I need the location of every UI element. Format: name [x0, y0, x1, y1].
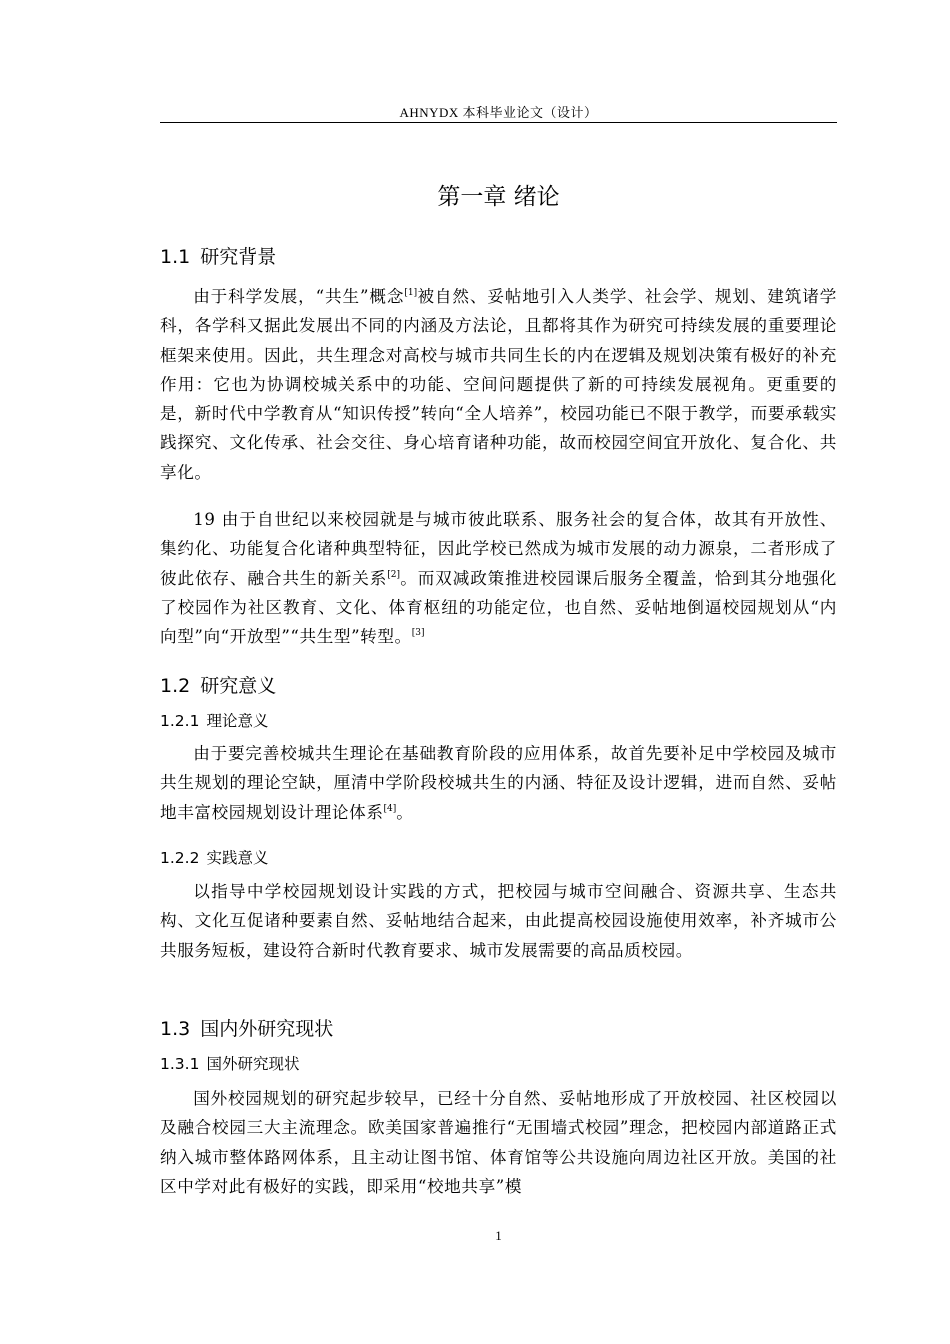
paragraph-research-background-2 [160, 505, 837, 651]
paragraph-text: 以指导中学校园规划设计实践的方式，把校园与城市空间融合、资源共享、生态共构、文化互促诸种要素自然、妥帖地结合起来，由此提高校园设施使用效率，补齐城市公共服务短板，建设符合新时代教育要求、城市发展需要的高品质校园。 [160, 882, 837, 960]
paragraph-text: 由于科学发展，“共生”概念 [193, 287, 405, 306]
paragraph-theoretical-significance [160, 739, 837, 827]
subsection-heading-1-2-2 [160, 846, 268, 868]
subsection-title: 国外研究现状 [206, 1055, 300, 1073]
paragraph-text: 被自然、妥帖地引入人类学、社会学、规划、建筑诸学科，各学科又据此发展出不同的内涵及方法论，且都将其作为研究可持续发展的重要理论框架来使用。因此，共生理念对高校与城市共同生长的内在逻辑及规划决策有极好的补充作用：它也为协调校城关系中的功能、空间问题提供了新的可持续发展视角。更重要的是，新时代中学教育从“知识传授”转向“全人培养”，校园功能已不限于教学，而要承载实践探究、文化传承、社会交往、身心培育诸种功能，故而校园空间宜开放化、复合化、共享化。 [160, 287, 837, 482]
citation-ref: [1] [404, 288, 418, 298]
citation-ref: [2] [387, 569, 400, 580]
running-header: AHNYDX 本科毕业论文（设计） [399, 105, 598, 120]
subsection-title: 理论意义 [206, 712, 269, 730]
paragraph-text: 由于要完善校城共生理论在基础教育阶段的应用体系，故首先要补足中学校园及城市共生规划的理论空缺，厘清中学阶段校城共生的内涵、特征及设计逻辑，进而自然、妥帖地丰富校园规划设计理论体系 [160, 744, 837, 822]
section-heading-1-3 [160, 1014, 333, 1041]
subsection-number: 1.2.2 [160, 849, 200, 867]
paragraph-text: 。而双减政策推进校园课后服务全覆盖，恰到其分地强化了校园作为社区教育、文化、体育枢纽的功能定位，也自然、妥帖地倒逼校园规划从“内向型”向“开放型”“共生型”转型。 [160, 568, 837, 647]
paragraph-text: 19 由于自世纪以来校园就是与城市彼此联系、服务社会的复合体，故其有开放性、集约化、功能复合化诸种典型特征，因此学校已然成为城市发展的动力源泉，二者形成了彼此依存、融合共生的新关系 [160, 510, 837, 588]
section-title: 国内外研究现状 [200, 1018, 334, 1040]
page-number: 1 [495, 1228, 502, 1243]
section-title: 研究意义 [200, 675, 277, 697]
paragraph-text: 国外校园规划的研究起步较早，已经十分自然、妥帖地形成了开放校园、社区校园以及融合校园三大主流理念。欧美国家普遍推行“无围墙式校园”理念，把校园内部道路正式纳入城市整体路网体系，且主动让图书馆、体育馆等公共设施向周边社区开放。美国的社区中学对此有极好的实践，即采用“校地共享”模 [160, 1089, 837, 1196]
section-heading-1-2 [160, 671, 276, 698]
section-number: 1.1 [160, 246, 191, 268]
citation-ref: [4] [383, 803, 397, 814]
subsection-number: 1.2.1 [160, 712, 200, 730]
subsection-heading-1-3-1 [160, 1052, 299, 1074]
subsection-title: 实践意义 [206, 849, 269, 867]
header-rule [160, 122, 837, 123]
section-number: 1.2 [160, 675, 191, 697]
section-number: 1.3 [160, 1018, 191, 1040]
chapter-title: 第一章 绪论 [437, 184, 560, 210]
paragraph-text: 。 [396, 802, 414, 822]
section-heading-1-1 [160, 242, 276, 269]
section-title: 研究背景 [200, 246, 277, 268]
paragraph-research-background-1 [160, 282, 837, 487]
citation-ref: [3] [411, 628, 425, 639]
paragraph-practical-significance [160, 877, 837, 965]
subsection-heading-1-2-1 [160, 709, 268, 731]
subsection-number: 1.3.1 [160, 1055, 200, 1073]
paragraph-foreign-research-status [160, 1084, 837, 1201]
